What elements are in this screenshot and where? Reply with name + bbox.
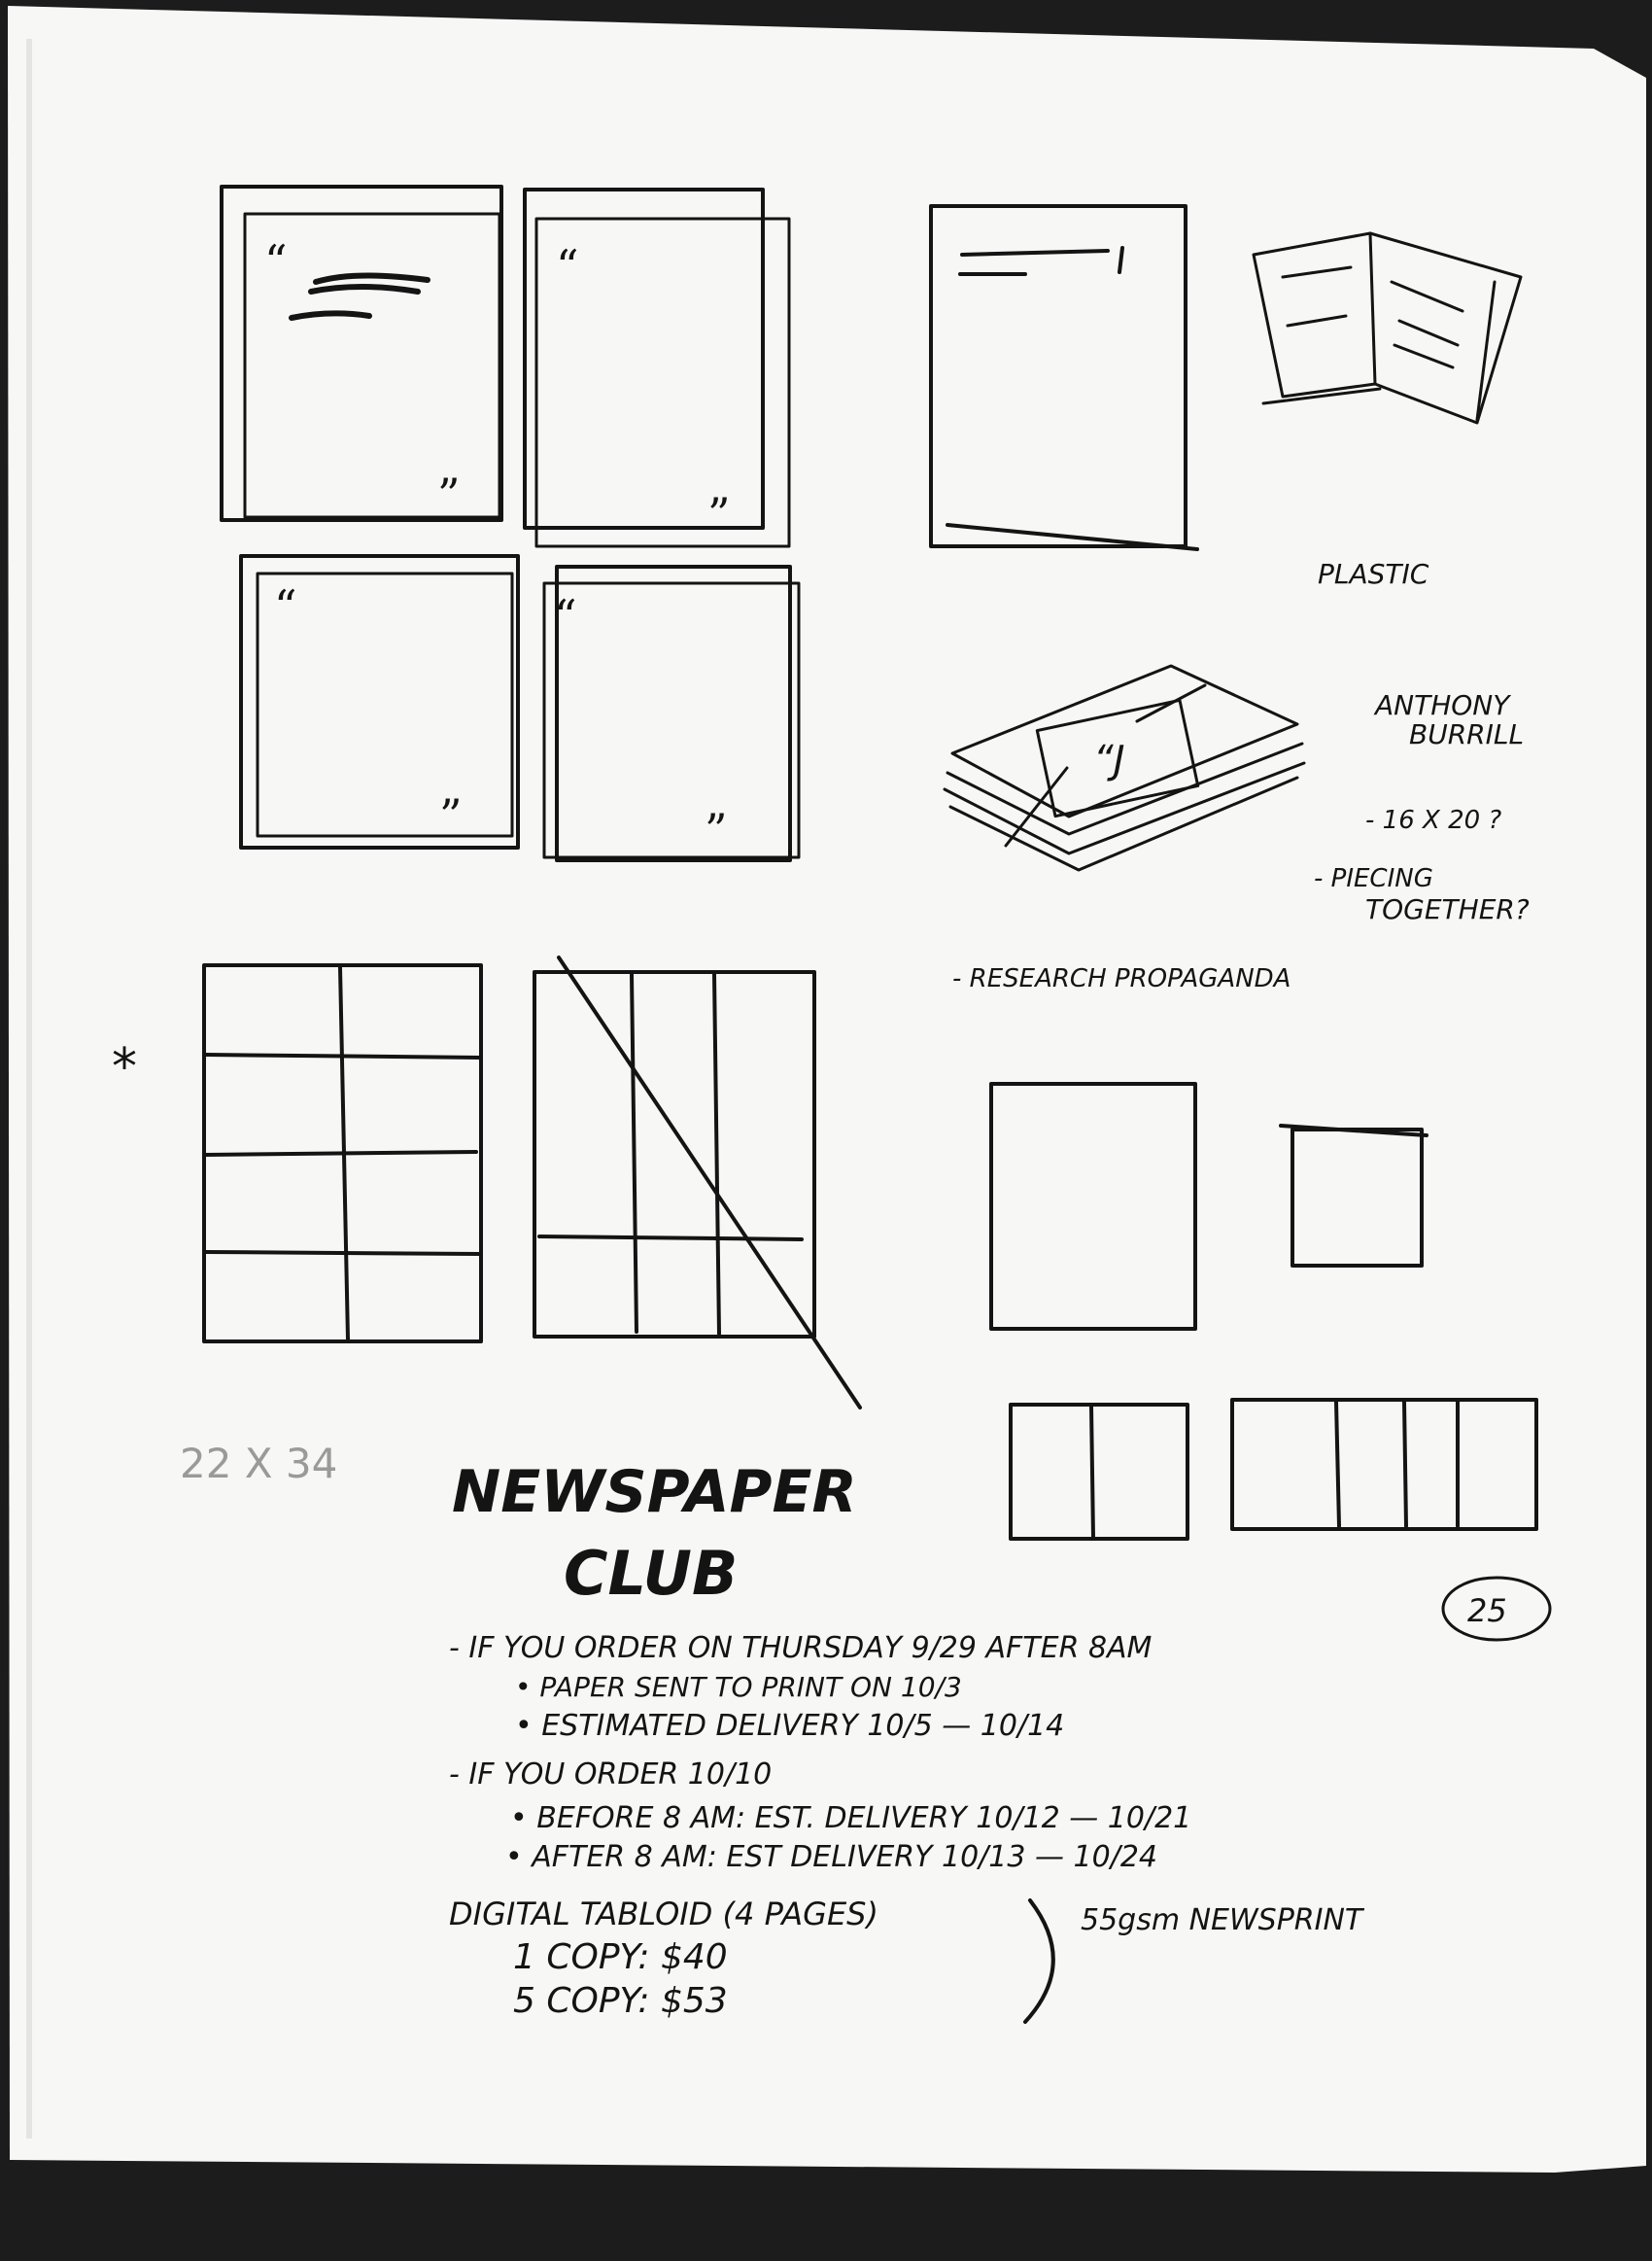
paper-spec: 55gsm NEWSPRINT [1081, 1903, 1363, 1937]
order-note-2-bullet-1: • BEFORE 8 AM: EST. DELIVERY 10/12 — 10/21 [510, 1801, 1192, 1835]
close-quote-mark: ” [439, 789, 463, 842]
close-quote-mark: ” [705, 804, 728, 856]
star-mark: * [112, 1038, 137, 1096]
label-plastic: PLASTIC [1318, 558, 1429, 590]
order-note-2: - IF YOU ORDER 10/10 [449, 1757, 773, 1791]
open-quote-mark: “ [264, 235, 288, 288]
pricing-one-copy: 1 COPY: $40 [513, 1937, 728, 1977]
label-research-propaganda: - RESEARCH PROPAGANDA [952, 964, 1291, 993]
order-note-1-bullet-2: • ESTIMATED DELIVERY 10/5 — 10/14 [515, 1709, 1065, 1743]
label-anthony: ANTHONY [1375, 689, 1510, 721]
close-quote-mark: ” [707, 488, 731, 540]
order-note-1-bullet-1: • PAPER SENT TO PRINT ON 10/3 [515, 1671, 962, 1703]
pricing-five-copy: 5 COPY: $53 [513, 1981, 728, 2021]
stack-label-mark: “J [1093, 738, 1125, 783]
open-quote-mark: “ [274, 580, 297, 633]
label-burrill: BURRILL [1409, 718, 1525, 750]
close-quote-mark: ” [437, 469, 461, 521]
title-newspaper: NEWSPAPER [452, 1458, 857, 1526]
pencil-size-note: 22 X 34 [180, 1440, 338, 1487]
title-club: CLUB [564, 1538, 739, 1609]
page-number: 25 [1467, 1592, 1507, 1629]
label-piecing: - PIECING [1314, 864, 1433, 893]
label-together: TOGETHER? [1365, 893, 1530, 925]
order-note-1: - IF YOU ORDER ON THURSDAY 9/29 AFTER 8AM [449, 1631, 1153, 1665]
pricing-title: DIGITAL TABLOID (4 PAGES) [449, 1896, 878, 1932]
order-note-2-bullet-2: • AFTER 8 AM: EST DELIVERY 10/13 — 10/24 [505, 1840, 1157, 1874]
open-quote-mark: “ [554, 590, 577, 643]
label-size-question: - 16 X 20 ? [1365, 806, 1502, 835]
open-quote-mark: “ [556, 240, 579, 293]
